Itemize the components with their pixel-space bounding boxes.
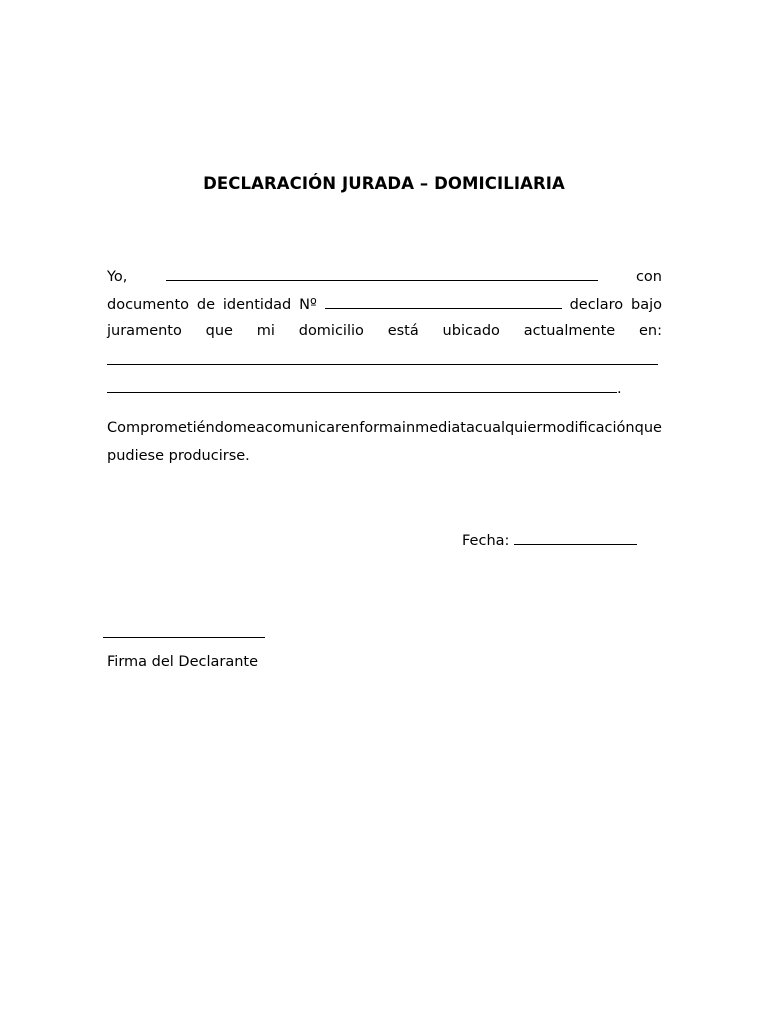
word: identidad (222, 297, 292, 313)
name-blank[interactable] (166, 261, 598, 281)
date-field (462, 525, 637, 555)
word: forma (359, 420, 402, 436)
period: . (617, 381, 622, 397)
word: que (634, 420, 662, 436)
commitment-line-1 (107, 414, 662, 442)
word: actualmente (523, 323, 616, 339)
word: cualquier (474, 420, 543, 436)
document-title: DECLARACIÓN JURADA – DOMICILIARIA (203, 174, 565, 193)
word: mi (256, 323, 275, 339)
word: de (196, 297, 216, 313)
word: Yo, (107, 269, 128, 285)
address-blank-2[interactable] (107, 373, 617, 393)
signature-label: Firma del Declarante (107, 654, 259, 670)
word: con (635, 269, 662, 285)
paragraph-line-1 (107, 261, 662, 289)
word: inmediata (401, 420, 475, 436)
word: bajo (630, 297, 662, 313)
word: a (255, 420, 265, 436)
signature-line[interactable] (103, 637, 265, 638)
word: que (205, 323, 233, 339)
date-label: Fecha: (462, 533, 510, 549)
declaration-paragraph (107, 261, 662, 401)
word: declaro (569, 297, 624, 313)
word: en: (639, 323, 662, 339)
id-number-blank[interactable] (325, 289, 562, 309)
paragraph-line-5 (107, 373, 662, 401)
address-blank-1[interactable] (107, 345, 658, 365)
word: documento (107, 297, 190, 313)
word: comunicar (264, 420, 341, 436)
word: ubicado (442, 323, 500, 339)
commitment-line-2: pudiese producirse. (107, 448, 250, 464)
word: modificación (542, 420, 635, 436)
paragraph-line-4 (107, 345, 662, 373)
word: está (387, 323, 419, 339)
word: domicilio (298, 323, 364, 339)
word: Nº (299, 297, 317, 313)
commitment-paragraph (107, 414, 662, 470)
date-blank[interactable] (514, 525, 637, 545)
word: en (341, 420, 360, 436)
paragraph-line-2 (107, 289, 662, 317)
word: juramento (107, 323, 182, 339)
word: Comprometiéndome (107, 420, 256, 436)
paragraph-line-3 (107, 317, 662, 345)
